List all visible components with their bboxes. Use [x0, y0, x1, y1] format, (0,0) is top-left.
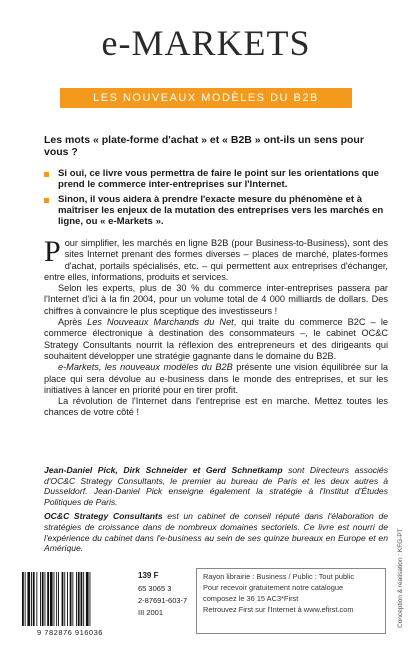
author-names: Jean-Daniel Pick, Dirk Schneider et Gerd Schnetkamp [44, 465, 283, 475]
barcode-bar [22, 572, 24, 626]
barcode-bar [76, 572, 77, 626]
bio-paragraph [44, 465, 388, 507]
book-title: e-MARKETS [101, 23, 311, 63]
firm-name: OC&C Strategy Consultants [44, 511, 163, 522]
paragraph-text: Après [58, 317, 88, 328]
barcode-bar [78, 572, 80, 626]
book-reference: Les Nouveaux Marchands du Net [87, 317, 234, 328]
info-line: Retrouvez First sur l'Internet à www.efirst.com [203, 605, 354, 614]
barcode-bar [47, 572, 49, 626]
book-reference: e-Markets, les nouveaux modèles du B2B [58, 362, 233, 373]
author-bio [44, 465, 388, 558]
info-line: Pour recevoir gratuitement notre catalogue [203, 583, 344, 592]
info-line: Rayon librairie : Business / Public : Tout public [203, 572, 355, 581]
bio-text: sont Directeurs associés d'OC&C Strategy Consultants, le premier au bureau de Paris et les deux autres à Dusseldorf. Jean-Daniel Pick enseigne également la stratégie à l'Institut d'Études Politiques de Paris. [44, 465, 389, 507]
barcode-bar [45, 572, 46, 626]
barcode-bar [86, 572, 89, 626]
body-text [44, 235, 389, 419]
barcode-bar [40, 572, 41, 626]
barcode-bar [56, 572, 57, 626]
barcode-bar [81, 572, 83, 626]
paragraph: Selon les experts, plus de 30 % du commerce inter-entreprises passera par l'Internet d'ici à la fin 2004, pour un volume total de 4 000 milliards de dollars. Des chiffres à convaincre le plus sceptique des investisseurs ! [44, 283, 388, 316]
info-line: composez le 36 15 AC3*First [203, 594, 299, 603]
barcode-bar [62, 572, 64, 626]
isbn: 2-87691-603-7 [138, 596, 188, 605]
barcode-number: 9 782876 916036 [37, 628, 103, 637]
barcode-bar [64, 572, 65, 626]
barcode-bar [58, 572, 59, 626]
paragraph-text: , qui traite du commerce B2C – le commerce électronique à destination des consommateurs –, le cabinet OC&C Strategy Consultants nourrit la réflexion des entrepreneurs et des dirigeants qui souhaitent développer une stratégie gagnante dans le domaine du B2B. [44, 317, 389, 361]
bio-text: est un cabinet de conseil réputé dans l'élaboration de stratégies de croissance dans de nombreux domaines sectoriels. Ce livre est nourri de l'expérience du cabinet dans l'e-business au sein de ses quinze bureaux en Europe et en Amérique. [44, 511, 389, 554]
barcode-area [20, 568, 120, 640]
barcode-bar [50, 572, 53, 626]
paragraph: La révolution de l'Internet dans l'entreprise est en marche. Mettez toutes les chances de votre côté ! [44, 396, 388, 418]
subtitle-text: LES NOUVEAUX MODÈLES DU B2B [93, 92, 319, 104]
barcode-bar [27, 572, 30, 626]
barcode-bar [25, 572, 26, 626]
paragraph [44, 362, 388, 396]
barcode-bar [54, 572, 55, 626]
lead-question: Les mots « plate-forme d'achat » et « B2B » ont-ils un sens pour vous ? [44, 134, 364, 158]
paragraph-text: our simplifier, les marchés en ligne B2B (pour Business-to-Business), sont des sites Internet prenant des formes diverses – places de marché, plates-formes d'achat, portails spécialisés, etc. – qui permettent aux entreprises d'échanger, entre elles, informations, produits et services. [44, 238, 388, 282]
side-credit [392, 468, 406, 628]
barcode-bar [33, 572, 35, 626]
barcode-bar [83, 572, 84, 626]
barcode-bar [72, 572, 73, 626]
barcode-bar [31, 572, 32, 626]
credit-text: Conception & réalisation : KFG-PT [397, 528, 404, 628]
bullet-text: Si oui, ce livre vous permettra de faire le point sur les orientations que prend le commerce inter-entreprises sur l'Internet. [58, 168, 379, 190]
barcode-icon [20, 572, 120, 626]
bullet-text: Sinon, il vous aidera à prendre l'exacte mesure du phénomène et à maîtriser les enjeux de la mutation des entreprises vers les marchés en ligne, ou « e-Markets ». [58, 194, 384, 227]
product-codes [138, 570, 187, 619]
bio-paragraph [44, 511, 388, 553]
paragraph-text: présente une vision équilibrée sur la place qui sera dévolue au e-business dans le monde des entreprises, et sur les initiatives à lancer en priorité pour en tirer profit. [44, 362, 388, 395]
edition-code: III 2001 [138, 608, 164, 617]
drop-cap: P [44, 235, 61, 268]
bullet-item [44, 168, 384, 190]
barcode-bar [36, 572, 37, 626]
subtitle-banner [60, 88, 352, 108]
bullet-list [44, 168, 384, 231]
price: 139 F [138, 571, 159, 580]
barcode-bar [90, 572, 91, 626]
paragraph [44, 317, 388, 362]
barcode-bar [67, 572, 68, 626]
publisher-info-box [196, 568, 386, 634]
product-code: 65 3065 3 [138, 584, 172, 593]
bullet-item [44, 194, 384, 227]
bullet-square-icon [44, 172, 49, 177]
paragraph [44, 235, 388, 283]
bullet-square-icon [44, 198, 49, 203]
barcode-bar [42, 572, 44, 626]
barcode-bar [70, 572, 72, 626]
